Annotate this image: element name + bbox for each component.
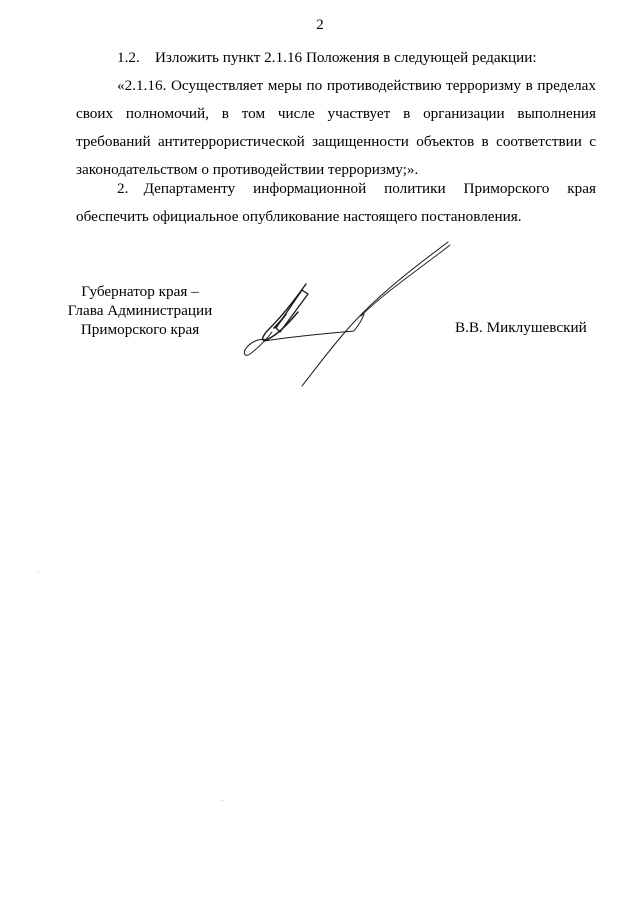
handwritten-signature [236,236,456,392]
page-number: 2 [316,17,324,33]
signatory-title-line-2: Глава Администрации [67,302,213,319]
signatory-title-line-1: Губернатор края – [81,283,199,300]
signatory-name: В.В. Миклушевский [455,319,587,336]
scan-artifact [222,800,223,801]
signatory-title-line-3: Приморского края [80,321,200,338]
signatory-title [50,282,230,339]
paragraph-1-2: 1.2. Изложить пункт 2.1.16 Положения в следующей редакции: [117,49,537,66]
scan-artifact [38,572,39,573]
paragraph-2: 2. Департаменту информационной политики Приморского края обеспечить официальное опубликование настоящего постановления. [76,180,596,225]
paragraph-2-1-16: «2.1.16. Осуществляет меры по противодействию терроризму в пределах своих полномочий, в том числе участвует в организации выполнения требований антитеррористической защищенности объектов в соответствии с законодательством о противодействии терроризму;». [76,77,596,178]
